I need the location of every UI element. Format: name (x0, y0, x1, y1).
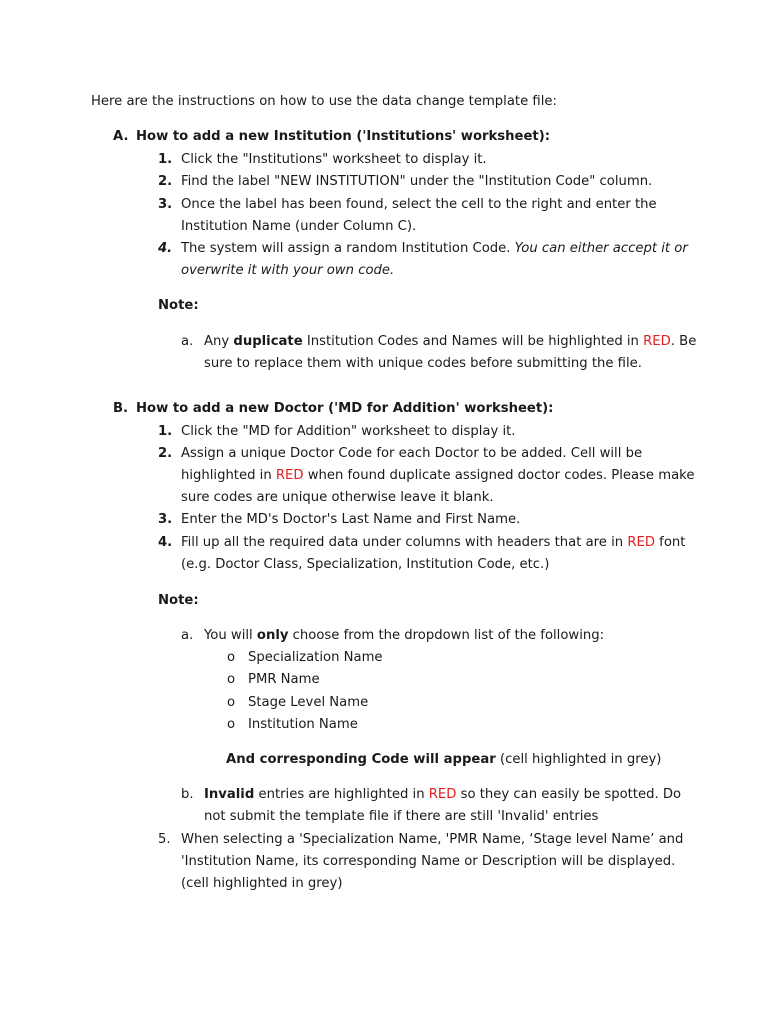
a-step-4-line-1 (181, 240, 688, 258)
a-step-3-line-1: Once the label has been found, select the cell to the right and enter the (181, 197, 657, 212)
b-step-2-line-3: sure codes are unique otherwise leave it blank. (181, 490, 494, 505)
dropdown-option: Specialization Name (248, 650, 383, 665)
b-note-b-red: RED (428, 787, 457, 802)
b-step-2-pre: highlighted in (181, 468, 276, 483)
bullet: o (227, 650, 236, 665)
a-note-a-red: RED (643, 334, 671, 349)
b-step-4-pre: Fill up all the required data under columns with headers that are in (181, 535, 628, 550)
b-step-4-post: font (654, 535, 686, 550)
b-step-2-line-2 (181, 467, 694, 485)
a-note-a-pre: Any (204, 334, 234, 349)
a-note-a-line-2: sure to replace them with unique codes before submitting the file. (204, 356, 642, 371)
b-step-5-line-3: (cell highlighted in grey) (181, 876, 343, 891)
a-note-a-post: . Be (670, 334, 697, 349)
b-step-2-post: when found duplicate assigned doctor codes. Please make (303, 468, 695, 483)
b-note-b-post: so they can easily be spotted. Do (456, 787, 682, 802)
a-step-4-italic-2: overwrite it with your own code. (181, 263, 395, 278)
b-step-3-text: Enter the MD's Doctor's Last Name and First Name. (181, 512, 521, 527)
a-step-1-text: Click the "Institutions" worksheet to display it. (181, 152, 487, 167)
b-step-4-red: RED (627, 535, 655, 550)
b-note-b-letter: b. (181, 787, 194, 802)
bullet: o (227, 717, 236, 732)
a-step-1-num: 1. (158, 152, 173, 167)
b-step-1-num: 1. (158, 424, 173, 439)
b-step-2-red: RED (275, 468, 304, 483)
b-note-a-pre: You will (204, 628, 257, 643)
b-note-b-line-1 (204, 786, 681, 804)
b-step-5-line-2: 'Institution Name, its corresponding Name or Description will be displayed. (181, 854, 676, 869)
section-a-heading: How to add a new Institution ('Institutions' worksheet): (136, 129, 551, 144)
dropdown-option: PMR Name (248, 672, 320, 687)
b-note-b-line-2: not submit the template file if there are still 'Invalid' entries (204, 809, 599, 824)
b-note-b-mid: entries are highlighted in (254, 787, 429, 802)
bullet: o (227, 695, 236, 710)
section-b-letter: B. (113, 401, 129, 416)
b-step-1-text: Click the "MD for Addition" worksheet to display it. (181, 424, 516, 439)
b-note-a-letter: a. (181, 628, 194, 643)
section-a-letter: A. (113, 129, 129, 144)
code-appear-rest: (cell highlighted in grey) (495, 752, 662, 767)
a-step-4-num: 4. (158, 241, 173, 256)
b-step-5-num: 5. (158, 832, 171, 847)
b-step-4-num: 4. (158, 535, 173, 550)
code-appear-bold: And corresponding Code will appear (226, 752, 496, 767)
dropdown-option: Institution Name (248, 717, 358, 732)
a-step-4-plain: The system will assign a random Institution Code. (181, 241, 515, 256)
code-appear-line (226, 751, 661, 769)
a-step-3-line-2: Institution Name (under Column C). (181, 219, 417, 234)
b-note-a-post: choose from the dropdown list of the following: (288, 628, 605, 643)
a-step-3-num: 3. (158, 197, 173, 212)
intro-text: Here are the instructions on how to use the data change template file: (91, 94, 557, 109)
b-note-a-bold: only (256, 628, 289, 643)
b-step-4-line-2: (e.g. Doctor Class, Specialization, Institution Code, etc.) (181, 557, 550, 572)
b-note-label: Note: (158, 593, 199, 608)
a-step-2-num: 2. (158, 174, 173, 189)
a-note-a-bold: duplicate (233, 334, 303, 349)
b-step-3-num: 3. (158, 512, 173, 527)
a-note-a-letter: a. (181, 334, 194, 349)
section-b-heading: How to add a new Doctor ('MD for Addition' worksheet): (136, 401, 554, 416)
b-step-2-line-1: Assign a unique Doctor Code for each Doctor to be added. Cell will be (181, 446, 643, 461)
dropdown-option: Stage Level Name (248, 695, 369, 710)
a-note-a-line-1 (204, 333, 696, 351)
b-note-b-bold: Invalid (204, 787, 255, 802)
b-step-2-num: 2. (158, 446, 173, 461)
b-step-4-line-1 (181, 534, 685, 552)
bullet: o (227, 672, 236, 687)
a-step-4-italic-1: You can either accept it or (514, 241, 688, 256)
a-note-a-mid: Institution Codes and Names will be highlighted in (302, 334, 644, 349)
a-note-label: Note: (158, 298, 199, 313)
b-note-a-line-1 (204, 627, 604, 645)
b-step-5-line-1: When selecting a 'Specialization Name, 'PMR Name, ‘Stage level Name’ and (181, 832, 684, 847)
a-step-2-text: Find the label "NEW INSTITUTION" under the "Institution Code" column. (181, 174, 653, 189)
